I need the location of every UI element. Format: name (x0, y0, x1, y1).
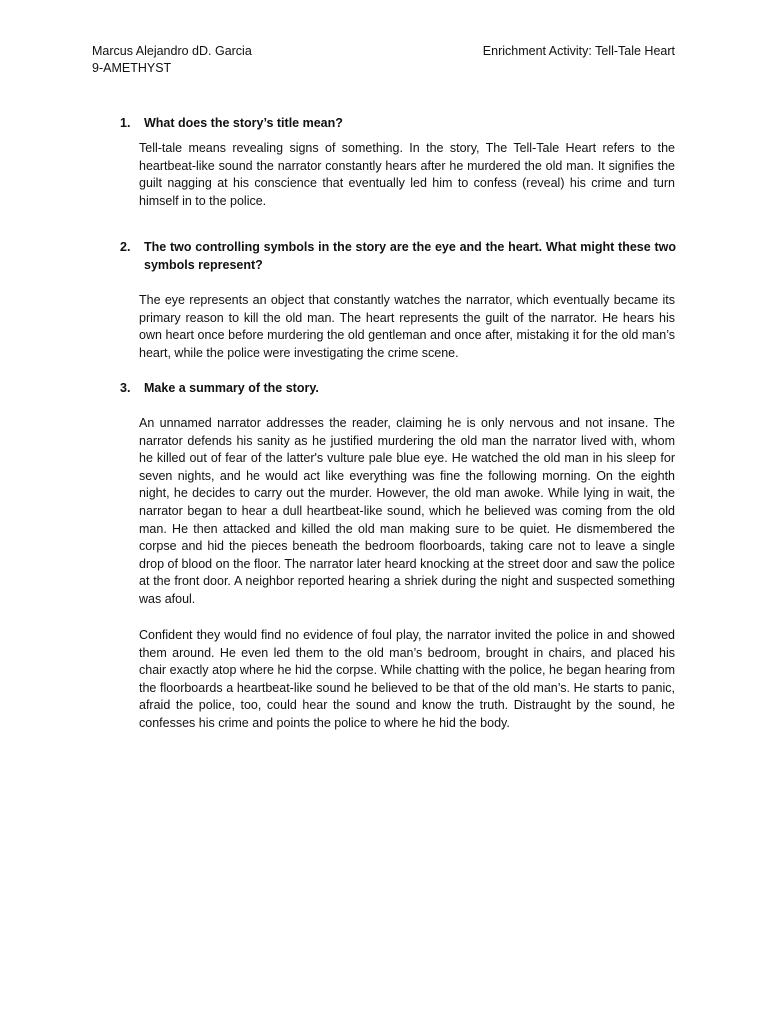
student-section: 9-AMETHYST (92, 61, 172, 75)
question-3 (120, 380, 676, 398)
answer-2-paragraph-1: The eye represents an object that constantly watches the narrator, which eventually became its primary reason to kill the old man. The heart represents the guilt of the narrator. He hears his own heart once before murdering the old gentleman and once after, mistaking it for the old man’s heart, while the police were investigating the crime scene. (139, 293, 675, 360)
question-number: 1. (120, 116, 131, 130)
activity-title: Enrichment Activity: Tell-Tale Heart (482, 44, 675, 58)
header-student-info (92, 43, 252, 77)
question-number: 3. (120, 381, 131, 395)
question-1 (120, 115, 676, 133)
question-2 (120, 239, 676, 274)
answer-1-paragraph-1: Tell-tale means revealing signs of something. In the story, The Tell-Tale Heart refers to the heartbeat-like sound the narrator constantly hears after he murdered the old man. It signifies the guilt nagging at his conscience that eventually led him to confess (reveal) his crime and turn himself in to the police. (139, 141, 675, 208)
header-activity (483, 43, 675, 60)
answer-3-paragraph-2: Confident they would find no evidence of foul play, the narrator invited the police in and showed them around. He even led them to the old man’s bedroom, brought in chairs, and placed his chair exactly atop where he hid the corpse. While chatting with the police, he began hearing from the floorboards a heartbeat-like sound he believed to be that of the old man’s. He starts to panic, afraid the police, too, could hear the sound and know the truth. Distraught by the sound, he confesses his crime and points the police to where he hid the body. (139, 628, 675, 730)
question-text: What does the story’s title mean? (144, 116, 343, 130)
answer-3-paragraph-1: An unnamed narrator addresses the reader, claiming he is only nervous and not insane. The narrator defends his sanity as he justified murdering the old man the narrator lived with, whom he killed out of fear of the latter's vulture pale blue eye. He watched the old man in his sleep for seven nights, and he would act like everything was fine the following morning. On the eighth night, he decides to carry out the murder. However, the old man awoke. While lying in wait, the narrator began to hear a dull heartbeat-like sound, which he believed was coming from the old man. He then attacked and killed the old man making sure to be quiet. He dismembered the corpse and hid the pieces beneath the bedroom floorboards, taking care not to leave a single drop of blood on the floor. The narrator later heard knocking at the street door and saw the police at the front door. A neighbor reported hearing a shriek during the night and suspected something was afoul. (139, 416, 675, 606)
question-text: The two controlling symbols in the story are the eye and the heart. What might these two symbols represent? (144, 240, 676, 272)
question-text: Make a summary of the story. (144, 381, 319, 395)
question-number: 2. (120, 240, 131, 254)
student-name: Marcus Alejandro dD. Garcia (92, 44, 252, 58)
